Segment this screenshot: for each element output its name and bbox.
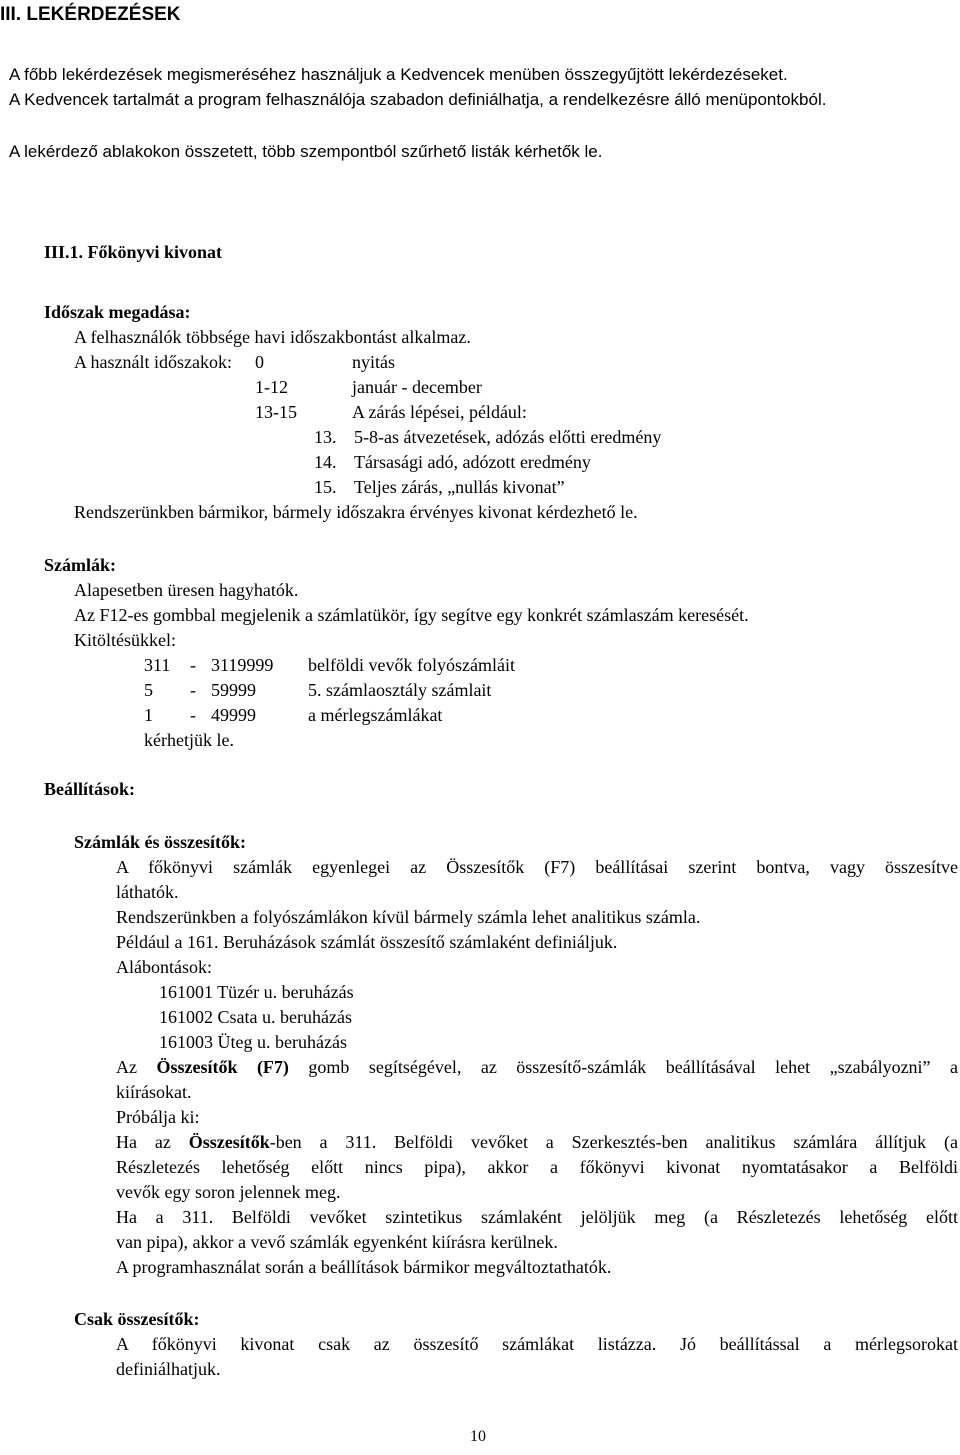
p5-post: -ben a 311. Belföldi vevőket a Szerkesztés-ben analitikus számlára állítjuk (a: [269, 1132, 958, 1152]
p4-pre: Az: [116, 1057, 157, 1077]
period-label: Időszak megadása:: [44, 302, 191, 322]
range-from: 1: [144, 705, 153, 725]
sums-p5-line-2: Részletezés lehetőség előtt nincs pipa), akkor a főkönyvi kivonat nyomtatásakor a Belföldi: [116, 1157, 958, 1177]
p5-bold: Összesítők: [188, 1132, 270, 1152]
range-from: 311: [144, 655, 171, 675]
period-num: 0: [255, 352, 264, 372]
sub-item: 161001 Tüzér u. beruházás: [159, 982, 354, 1002]
range-dash: -: [190, 680, 196, 700]
accounts-end: kérhetjük le.: [144, 730, 234, 750]
range-text: belföldi vevők folyószámláit: [308, 655, 515, 675]
closing-step-text: Teljes zárás, „nullás kivonat”: [354, 477, 565, 497]
sub-item: 161003 Üteg u. beruházás: [159, 1032, 347, 1052]
range-to: 49999: [211, 705, 256, 725]
range-from: 5: [144, 680, 153, 700]
only-sums-line-2: definiálhatjuk.: [116, 1359, 221, 1379]
sums-p6-line-2: van pipa), akkor a vevő számlák egyenként kiírásra kerülnek.: [116, 1232, 558, 1252]
sums-p6-line-1: Ha a 311. Belföldi vevőket szintetikus számlaként jelöljük meg (a Részletezés lehetőség előtt: [116, 1207, 958, 1227]
try-label: Próbálja ki:: [116, 1107, 200, 1127]
sums-p1-line-1: A főkönyvi számlák egyenlegei az Összesítők (F7) beállításai szerint bontva, vagy összesítve: [116, 857, 958, 877]
sums-p4-line-2: kiírásokat.: [116, 1082, 192, 1102]
range-text: a mérlegszámlákat: [308, 705, 443, 725]
closing-step-text: Társasági adó, adózott eredmény: [354, 452, 591, 472]
range-text: 5. számlaosztály számlait: [308, 680, 492, 700]
period-used-label: A használt időszakok:: [74, 352, 232, 372]
period-text: nyitás: [352, 352, 395, 372]
sums-label: Számlák és összesítők:: [74, 832, 246, 852]
closing-step-num: 13.: [314, 427, 337, 447]
closing-step-num: 14.: [314, 452, 337, 472]
sums-p2: Rendszerünkben a folyószámlákon kívül bármely számla lehet analitikus számla.: [116, 907, 701, 927]
accounts-line-2: Az F12-es gombbal megjelenik a számlatükör, így segítve egy konkrét számlaszám keresését.: [74, 605, 749, 625]
intro-line-2: A Kedvencek tartalmát a program felhasználója szabadon definiálhatja, a rendelkezésre álló menüpontokból.: [9, 90, 827, 109]
sums-p4-line-1: [116, 1055, 958, 1080]
p4-post: gomb segítségével, az összesítő-számlák beállításával lehet „szabályozni” a: [288, 1057, 959, 1077]
range-dash: -: [190, 705, 196, 725]
period-line-1: A felhasználók többsége havi időszakbontást alkalmaz.: [74, 327, 471, 347]
sums-p1-line-2: láthatók.: [116, 882, 179, 902]
closing-step-num: 15.: [314, 477, 337, 497]
closing-step-text: 5-8-as átvezetések, adózás előtti eredmény: [354, 427, 662, 447]
range-dash: -: [190, 655, 196, 675]
range-to: 3119999: [211, 655, 274, 675]
sums-p3: Például a 161. Beruházások számlát összesítő számlaként definiáljuk.: [116, 932, 618, 952]
settings-label: Beállítások:: [44, 779, 136, 799]
sums-p5-line-1: [116, 1130, 958, 1155]
sub-item: 161002 Csata u. beruházás: [159, 1007, 352, 1027]
sub-label: Alábontások:: [116, 957, 212, 977]
accounts-fill-label: Kitöltésükkel:: [74, 630, 176, 650]
page-number: 10: [470, 1428, 486, 1445]
intro-line-1: A főbb lekérdezések megismeréséhez használjuk a Kedvencek menüben összegyűjtött lekérdezéseket.: [9, 65, 788, 84]
period-num: 13-15: [255, 402, 297, 422]
period-text: A zárás lépései, például:: [352, 402, 527, 422]
accounts-line-1: Alapesetben üresen hagyhatók.: [74, 580, 299, 600]
only-sums-line-1: A főkönyvi kivonat csak az összesítő számlákat listázza. Jó beállítással a mérlegsorokat: [116, 1334, 958, 1354]
period-final: Rendszerünkben bármikor, bármely időszakra érvényes kivonat kérdezhető le.: [74, 502, 638, 522]
range-to: 59999: [211, 680, 256, 700]
only-sums-label: Csak összesítők:: [74, 1309, 200, 1329]
sums-p5-line-3: vevők egy soron jelennek meg.: [116, 1182, 341, 1202]
p4-bold: Összesítők (F7): [156, 1057, 289, 1077]
sums-p7: A programhasználat során a beállítások bármikor megváltoztathatók.: [116, 1257, 612, 1277]
p5-pre: Ha az: [116, 1132, 189, 1152]
accounts-label: Számlák:: [44, 555, 116, 575]
section-title: III.1. Főkönyvi kivonat: [44, 242, 223, 262]
chapter-heading: III. LEKÉRDEZÉSEK: [0, 4, 181, 25]
intro-line-3: A lekérdező ablakokon összetett, több szempontból szűrhető listák kérhetők le.: [9, 142, 603, 161]
period-text: január - december: [352, 377, 482, 397]
period-num: 1-12: [255, 377, 288, 397]
